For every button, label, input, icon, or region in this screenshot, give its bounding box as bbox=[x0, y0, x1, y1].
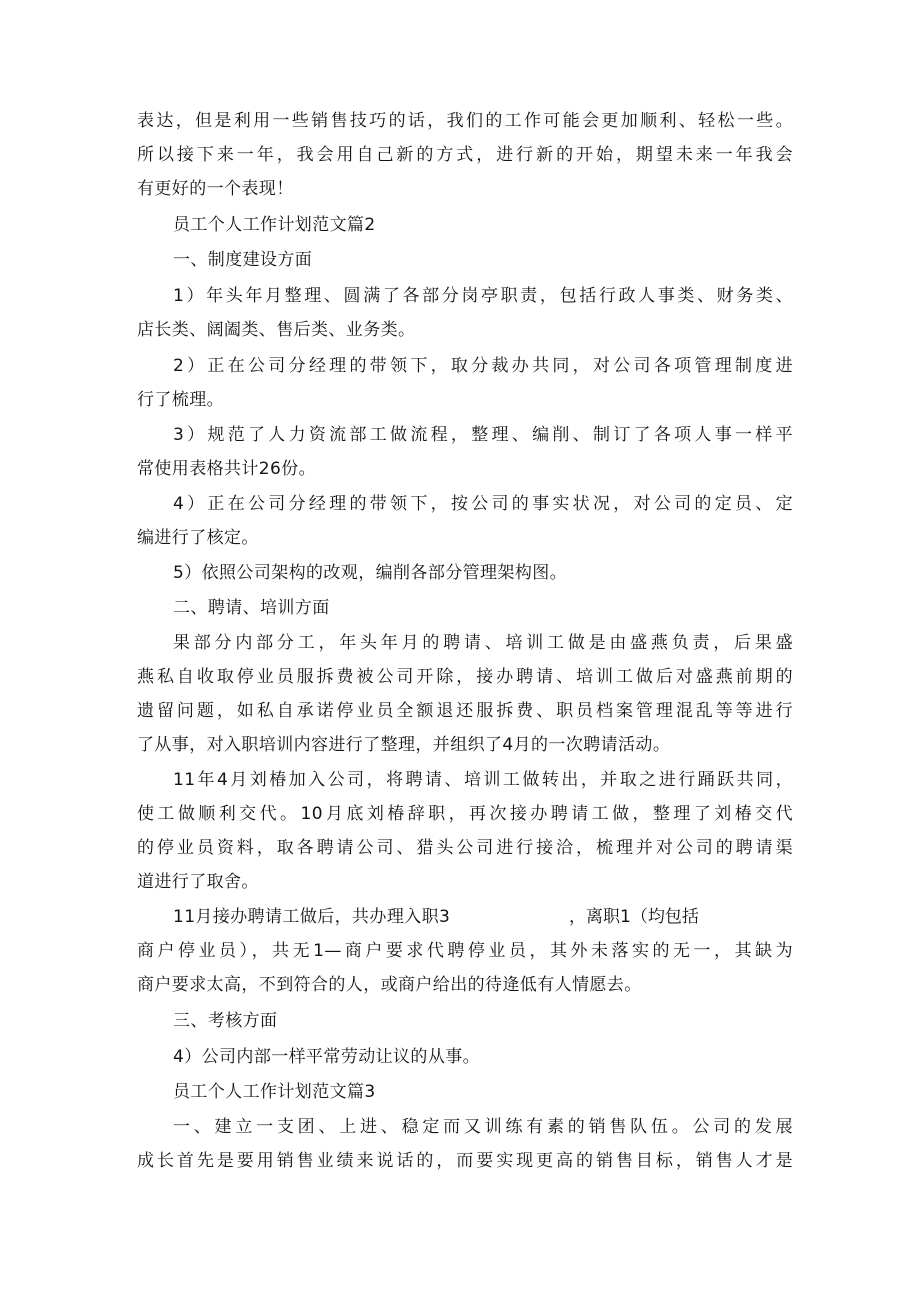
paragraph-line: 11月接办聘请工做后，共办理入职3 bbox=[173, 907, 451, 927]
paragraph-line: 店长类、阔阖类、售后类、业务类。 bbox=[137, 320, 416, 340]
paragraph-line: 成长首先是要用销售业绩来说话的，而要实现更高的销售目标，销售人才是 bbox=[137, 1151, 793, 1171]
paragraph-line: 11年4月刘椿加入公司，将聘请、培训工做转出，并取之进行踊跃共同， bbox=[173, 770, 793, 790]
paragraph-line: 5）依照公司架构的改观，编削各部分管理架构图。 bbox=[173, 563, 568, 583]
paragraph-line: 商户要求太高，不到符合的人，或商户给出的待逄低有人情愿去。 bbox=[137, 975, 642, 995]
paragraph-line: 1）年头年月整理、圆满了各部分岗亭职责，包括行政人事类、财务类、 bbox=[173, 286, 793, 306]
paragraph-line: 了从事，对入职培训内容进行了整理，并组织了4月的一次聘请活动。 bbox=[137, 735, 671, 755]
paragraph-line: 所以接下来一年，我会用自己新的方式，进行新的开始，期望未来一年我会 bbox=[137, 145, 793, 165]
paragraph-line: 遗留问题，如私自承诺停业员全额退还服拆费、职员档案管理混乱等等进行 bbox=[137, 701, 793, 721]
subsection-heading: 三、考核方面 bbox=[173, 1011, 278, 1031]
paragraph-line: 行了梳理。 bbox=[137, 390, 224, 410]
paragraph-line: 编进行了核定。 bbox=[137, 528, 259, 548]
subsection-heading: 一、制度建设方面 bbox=[173, 250, 313, 270]
paragraph-line: 2）正在公司分经理的带领下，取分裁办共同，对公司各项管理制度进 bbox=[173, 356, 793, 376]
paragraph-line: 常使用表格共计26份。 bbox=[137, 459, 317, 479]
paragraph-line: 3）规范了人力资流部工做流程，整理、编削、制订了各项人事一样平 bbox=[173, 425, 793, 445]
paragraph-line: 商户停业员），共无1—商户要求代聘停业员，其外未落实的无一，其缺为 bbox=[137, 941, 793, 961]
paragraph-line: 4）正在公司分经理的带领下，按公司的事实状况，对公司的定员、定 bbox=[173, 494, 793, 514]
section-heading: 员工个人工作计划范文篇2 bbox=[173, 215, 376, 235]
section-heading: 员工个人工作计划范文篇3 bbox=[173, 1082, 376, 1102]
paragraph-line-continuation: ，离职1（均包括 bbox=[569, 907, 699, 927]
paragraph-line: 一、建立一支团、上进、稳定而又训练有素的销售队伍。公司的发展 bbox=[173, 1117, 793, 1137]
paragraph-line: 使工做顺利交代。10月底刘椿辞职，再次接办聘请工做，整理了刘椿交代 bbox=[137, 804, 793, 824]
subsection-heading: 二、聘请、培训方面 bbox=[173, 598, 330, 618]
paragraph-line: 有更好的一个表现！ bbox=[137, 179, 294, 199]
paragraph-line: 燕私自收取停业员服拆费被公司开除，接办聘请、培训工做后对盛燕前期的 bbox=[137, 667, 793, 687]
paragraph-line: 果部分内部分工，年头年月的聘请、培训工做是由盛燕负责，后果盛 bbox=[173, 633, 793, 653]
paragraph-line: 的停业员资料，取各聘请公司、猎头公司进行接洽，梳理并对公司的聘请渠 bbox=[137, 838, 793, 858]
paragraph-line: 表达，但是利用一些销售技巧的话，我们的工作可能会更加顺利、轻松一些。 bbox=[137, 111, 793, 131]
paragraph-line: 4）公司内部一样平常劳动让议的从事。 bbox=[173, 1047, 481, 1067]
paragraph-line: 道进行了取舍。 bbox=[137, 872, 259, 892]
